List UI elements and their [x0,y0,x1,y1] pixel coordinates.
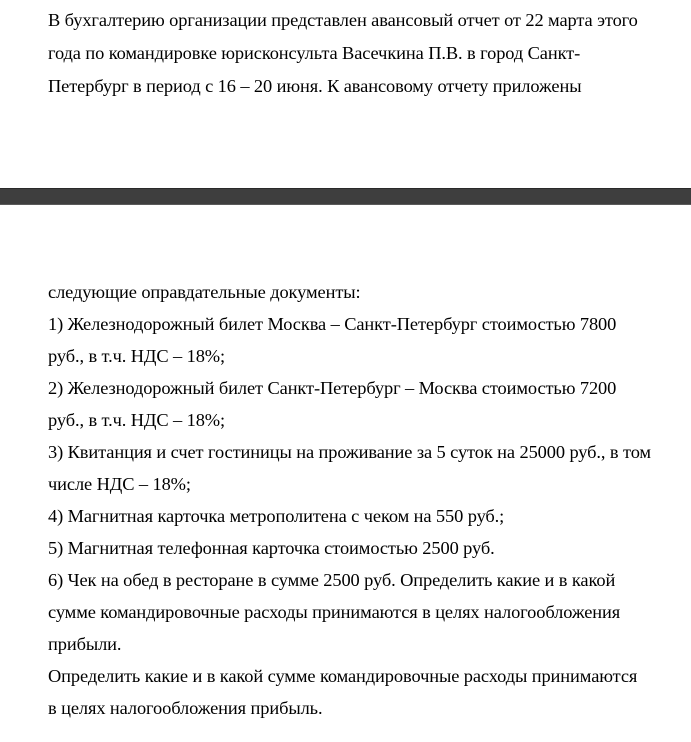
paragraph-line: года по командировке юрисконсульта Васечкина П.В. в город Санкт- [48,43,581,63]
list-item-6-line: сумме командировочные расходы принимаются в целях налогообложения [48,602,621,622]
page-break-separator [0,188,691,205]
list-item-1-line: 1) Железнодорожный билет Москва – Санкт-Петербург стоимостью 7800 [48,314,617,334]
list-item-2-line: 2) Железнодорожный билет Санкт-Петербург – Москва стоимостью 7200 [48,378,617,398]
list-item-4-line: 4) Магнитная карточка метрополитена с чеком на 550 руб.; [48,506,505,526]
page-1 [0,0,691,188]
list-item-1-line: руб., в т.ч. НДС – 18%; [48,346,226,366]
paragraph-line: В бухгалтерию организации представлен авансовый отчет от 22 марта этого [48,10,638,30]
question-line: Определить какие и в какой сумме командировочные расходы принимаются [48,666,638,686]
paragraph-line: Петербург в период с 16 – 20 июня. К авансовому отчету приложены [48,76,582,96]
list-item-3-line: 3) Квитанция и счет гостиницы на проживание за 5 суток на 25000 руб., в том [48,442,651,462]
list-item-2-line: руб., в т.ч. НДС – 18%; [48,410,226,430]
question-line: в целях налогообложения прибыль. [48,698,323,718]
paragraph-line: следующие оправдательные документы: [48,282,361,302]
list-item-5-line: 5) Магнитная телефонная карточка стоимостью 2500 руб. [48,538,495,558]
list-item-6-line: 6) Чек на обед в ресторане в сумме 2500 руб. Определить какие и в какой [48,570,616,590]
list-item-3-line: числе НДС – 18%; [48,474,191,494]
list-item-6-line: прибыли. [48,634,122,654]
